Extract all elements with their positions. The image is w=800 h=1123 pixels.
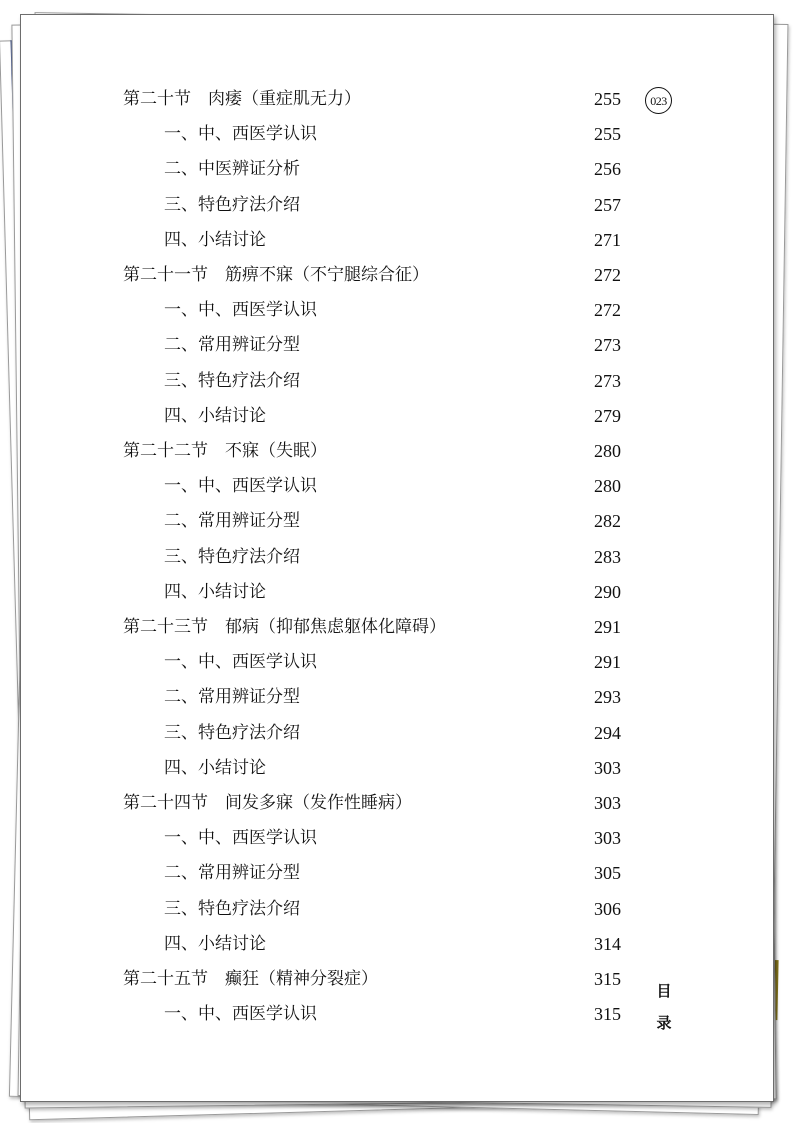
side-label-char: 录 — [656, 1014, 672, 1032]
toc-entry-page-number: 303 — [594, 757, 621, 778]
toc-section-entry[interactable] — [21, 369, 773, 404]
toc-entry-title: 一、中、西医学认识 — [164, 1004, 317, 1025]
toc-entry-page-number: 314 — [594, 933, 621, 954]
toc-entry-title: 二、常用辨证分型 — [164, 511, 300, 532]
toc-section-entry[interactable] — [21, 228, 773, 263]
toc-section-entry[interactable] — [21, 897, 773, 932]
toc-section-entry[interactable] — [21, 193, 773, 228]
toc-section-entry[interactable] — [21, 932, 773, 967]
toc-entry-page-number: 272 — [594, 300, 621, 321]
toc-entry-title: 二、中医辨证分析 — [164, 159, 300, 180]
page-number-badge: 023 — [645, 87, 672, 114]
toc-entry-page-number: 272 — [594, 265, 621, 285]
toc-entry-page-number: 273 — [594, 335, 621, 356]
toc-chapter-entry[interactable] — [21, 791, 773, 826]
toc-chapter-entry[interactable] — [21, 615, 773, 650]
toc-entry-title: 第二十四节 间发多寐（发作性睡病） — [123, 793, 412, 813]
side-label-char: 目 — [656, 982, 672, 1000]
toc-section-entry[interactable] — [21, 685, 773, 720]
toc-entry-page-number: 305 — [594, 863, 621, 884]
toc-section-entry[interactable] — [21, 298, 773, 333]
toc-entry-page-number: 255 — [594, 89, 621, 109]
toc-chapter-entry[interactable] — [21, 439, 773, 474]
table-of-contents — [21, 15, 773, 1101]
toc-section-entry[interactable] — [21, 721, 773, 756]
toc-section-entry[interactable] — [21, 122, 773, 157]
toc-entry-title: 三、特色疗法介绍 — [164, 722, 300, 743]
toc-entry-title: 一、中、西医学认识 — [164, 476, 317, 497]
toc-entry-page-number: 303 — [594, 793, 621, 813]
toc-entry-title: 三、特色疗法介绍 — [164, 194, 300, 215]
toc-entry-title: 第二十二节 不寐（失眠） — [123, 441, 327, 461]
toc-entry-page-number: 257 — [594, 194, 621, 215]
toc-entry-title: 第二十节 肉痿（重症肌无力） — [123, 89, 361, 109]
toc-entry-title: 一、中、西医学认识 — [164, 828, 317, 849]
toc-entry-title: 第二十五节 癫狂（精神分裂症） — [123, 969, 378, 989]
toc-entry-title: 第二十三节 郁病（抑郁焦虑躯体化障碍） — [123, 617, 446, 637]
toc-entry-title: 二、常用辨证分型 — [164, 335, 300, 356]
toc-section-entry[interactable] — [21, 157, 773, 192]
toc-entry-page-number: 294 — [594, 722, 621, 743]
toc-section-entry[interactable] — [21, 756, 773, 791]
toc-entry-page-number: 291 — [594, 652, 621, 673]
toc-entry-title: 一、中、西医学认识 — [164, 124, 317, 145]
toc-entry-page-number: 315 — [594, 1004, 621, 1025]
toc-entry-title: 一、中、西医学认识 — [164, 300, 317, 321]
toc-entry-title: 三、特色疗法介绍 — [164, 898, 300, 919]
toc-entry-page-number: 255 — [594, 124, 621, 145]
toc-page — [20, 14, 774, 1102]
toc-section-entry[interactable] — [21, 650, 773, 685]
toc-entry-title: 四、小结讨论 — [164, 581, 266, 602]
toc-entry-page-number: 290 — [594, 581, 621, 602]
toc-section-entry[interactable] — [21, 545, 773, 580]
section-side-label — [653, 975, 675, 1039]
toc-entry-title: 四、小结讨论 — [164, 757, 266, 778]
toc-chapter-entry[interactable] — [21, 263, 773, 298]
toc-entry-page-number: 306 — [594, 898, 621, 919]
toc-entry-title: 第二十一节 筋痹不寐（不宁腿综合征） — [123, 265, 429, 285]
toc-entry-page-number: 256 — [594, 159, 621, 180]
toc-entry-title: 二、常用辨证分型 — [164, 687, 300, 708]
toc-entry-page-number: 280 — [594, 476, 621, 497]
toc-entry-title: 四、小结讨论 — [164, 933, 266, 954]
toc-section-entry[interactable] — [21, 404, 773, 439]
toc-entry-page-number: 291 — [594, 617, 621, 637]
toc-section-entry[interactable] — [21, 861, 773, 896]
toc-entry-page-number: 279 — [594, 405, 621, 426]
toc-entry-title: 四、小结讨论 — [164, 405, 266, 426]
toc-entry-page-number: 303 — [594, 828, 621, 849]
toc-entry-page-number: 283 — [594, 546, 621, 567]
toc-section-entry[interactable] — [21, 333, 773, 368]
toc-entry-title: 三、特色疗法介绍 — [164, 546, 300, 567]
toc-entry-page-number: 282 — [594, 511, 621, 532]
toc-entry-title: 一、中、西医学认识 — [164, 652, 317, 673]
toc-entry-page-number: 280 — [594, 441, 621, 461]
toc-entry-page-number: 271 — [594, 229, 621, 250]
toc-entry-title: 四、小结讨论 — [164, 229, 266, 250]
toc-entry-title: 三、特色疗法介绍 — [164, 370, 300, 391]
toc-entry-page-number: 273 — [594, 370, 621, 391]
toc-entry-title: 二、常用辨证分型 — [164, 863, 300, 884]
toc-section-entry[interactable] — [21, 826, 773, 861]
toc-section-entry[interactable] — [21, 580, 773, 615]
toc-section-entry[interactable] — [21, 509, 773, 544]
toc-entry-page-number: 315 — [594, 969, 621, 989]
toc-entry-page-number: 293 — [594, 687, 621, 708]
toc-section-entry[interactable] — [21, 474, 773, 509]
